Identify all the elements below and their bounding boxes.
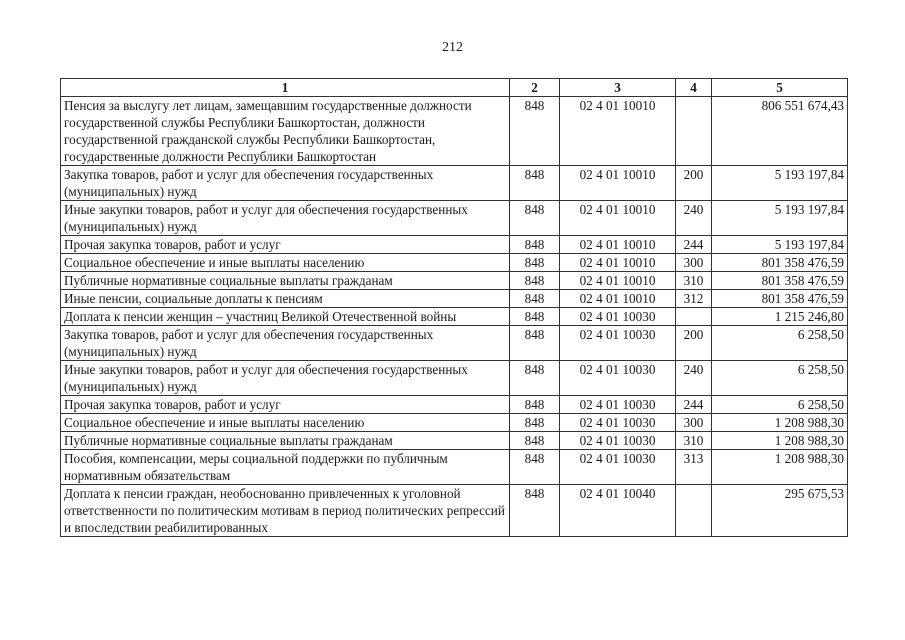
row-article: 02 4 01 10010 (560, 236, 676, 254)
row-sum: 801 358 476,59 (712, 254, 848, 272)
row-code: 848 (510, 485, 560, 537)
row-name: Закупка товаров, работ и услуг для обеспечения государственных (муниципальных) нужд (61, 166, 510, 201)
row-code: 848 (510, 254, 560, 272)
row-name: Социальное обеспечение и иные выплаты населению (61, 254, 510, 272)
table-row (61, 201, 848, 236)
table-row (61, 450, 848, 485)
row-code: 848 (510, 450, 560, 485)
row-article: 02 4 01 10010 (560, 254, 676, 272)
table-row (61, 166, 848, 201)
budget-table (60, 78, 848, 537)
row-article: 02 4 01 10030 (560, 308, 676, 326)
row-code: 848 (510, 396, 560, 414)
table-body (61, 97, 848, 537)
row-name: Закупка товаров, работ и услуг для обеспечения государственных (муниципальных) нужд (61, 326, 510, 361)
row-name: Социальное обеспечение и иные выплаты населению (61, 414, 510, 432)
header-col-1: 1 (61, 79, 510, 97)
row-code: 848 (510, 414, 560, 432)
row-article: 02 4 01 10030 (560, 326, 676, 361)
header-col-5: 5 (712, 79, 848, 97)
table-row (61, 326, 848, 361)
row-sum: 6 258,50 (712, 326, 848, 361)
row-expense-type (676, 308, 712, 326)
row-expense-type: 300 (676, 254, 712, 272)
row-article: 02 4 01 10030 (560, 396, 676, 414)
row-name: Иные закупки товаров, работ и услуг для обеспечения государственных (муниципальных) нужд (61, 201, 510, 236)
row-code: 848 (510, 201, 560, 236)
row-expense-type: 240 (676, 361, 712, 396)
row-expense-type: 200 (676, 166, 712, 201)
row-article: 02 4 01 10030 (560, 432, 676, 450)
row-expense-type (676, 97, 712, 166)
row-name: Иные закупки товаров, работ и услуг для обеспечения государственных (муниципальных) нужд (61, 361, 510, 396)
row-sum: 801 358 476,59 (712, 272, 848, 290)
row-sum: 1 215 246,80 (712, 308, 848, 326)
row-code: 848 (510, 272, 560, 290)
row-sum: 6 258,50 (712, 361, 848, 396)
row-sum: 5 193 197,84 (712, 236, 848, 254)
row-sum: 5 193 197,84 (712, 166, 848, 201)
row-sum: 1 208 988,30 (712, 450, 848, 485)
table-row (61, 414, 848, 432)
row-expense-type: 310 (676, 432, 712, 450)
table-row (61, 432, 848, 450)
row-code: 848 (510, 290, 560, 308)
row-expense-type: 240 (676, 201, 712, 236)
table-row (61, 396, 848, 414)
table-row (61, 97, 848, 166)
table-row (61, 236, 848, 254)
row-code: 848 (510, 432, 560, 450)
table-row (61, 254, 848, 272)
row-article: 02 4 01 10030 (560, 450, 676, 485)
row-name: Доплата к пенсии граждан, необоснованно привлеченных к уголовной ответственности по политическим мотивам в период политических репрессий и впоследствии реабилитированных (61, 485, 510, 537)
row-code: 848 (510, 166, 560, 201)
row-article: 02 4 01 10040 (560, 485, 676, 537)
row-sum: 295 675,53 (712, 485, 848, 537)
row-name: Пенсия за выслугу лет лицам, замещавшим государственные должности государственной службы Республики Башкортостан, должности государственной гражданской службы Республики Башкортостан, государственные должности Республики Башкортостан (61, 97, 510, 166)
row-expense-type: 244 (676, 396, 712, 414)
header-col-3: 3 (560, 79, 676, 97)
row-name: Прочая закупка товаров, работ и услуг (61, 396, 510, 414)
header-col-2: 2 (510, 79, 560, 97)
row-expense-type (676, 485, 712, 537)
row-name: Публичные нормативные социальные выплаты гражданам (61, 432, 510, 450)
row-name: Прочая закупка товаров, работ и услуг (61, 236, 510, 254)
table-row (61, 290, 848, 308)
row-article: 02 4 01 10030 (560, 414, 676, 432)
row-name: Доплата к пенсии женщин – участниц Великой Отечественной войны (61, 308, 510, 326)
table-row (61, 272, 848, 290)
row-expense-type: 310 (676, 272, 712, 290)
row-code: 848 (510, 308, 560, 326)
row-article: 02 4 01 10010 (560, 272, 676, 290)
row-expense-type: 313 (676, 450, 712, 485)
page-number: 212 (442, 40, 463, 55)
row-sum: 6 258,50 (712, 396, 848, 414)
row-expense-type: 200 (676, 326, 712, 361)
row-code: 848 (510, 361, 560, 396)
row-sum: 1 208 988,30 (712, 432, 848, 450)
row-article: 02 4 01 10030 (560, 361, 676, 396)
row-name: Публичные нормативные социальные выплаты гражданам (61, 272, 510, 290)
row-sum: 806 551 674,43 (712, 97, 848, 166)
row-code: 848 (510, 97, 560, 166)
row-article: 02 4 01 10010 (560, 166, 676, 201)
header-col-4: 4 (676, 79, 712, 97)
row-expense-type: 300 (676, 414, 712, 432)
header-row (61, 79, 848, 97)
row-article: 02 4 01 10010 (560, 290, 676, 308)
row-expense-type: 244 (676, 236, 712, 254)
table-row (61, 308, 848, 326)
row-code: 848 (510, 236, 560, 254)
row-sum: 1 208 988,30 (712, 414, 848, 432)
row-code: 848 (510, 326, 560, 361)
row-sum: 5 193 197,84 (712, 201, 848, 236)
row-name: Иные пенсии, социальные доплаты к пенсиям (61, 290, 510, 308)
row-name: Пособия, компенсации, меры социальной поддержки по публичным нормативным обязательствам (61, 450, 510, 485)
row-article: 02 4 01 10010 (560, 201, 676, 236)
row-expense-type: 312 (676, 290, 712, 308)
table-row (61, 485, 848, 537)
row-sum: 801 358 476,59 (712, 290, 848, 308)
row-article: 02 4 01 10010 (560, 97, 676, 166)
table-row (61, 361, 848, 396)
